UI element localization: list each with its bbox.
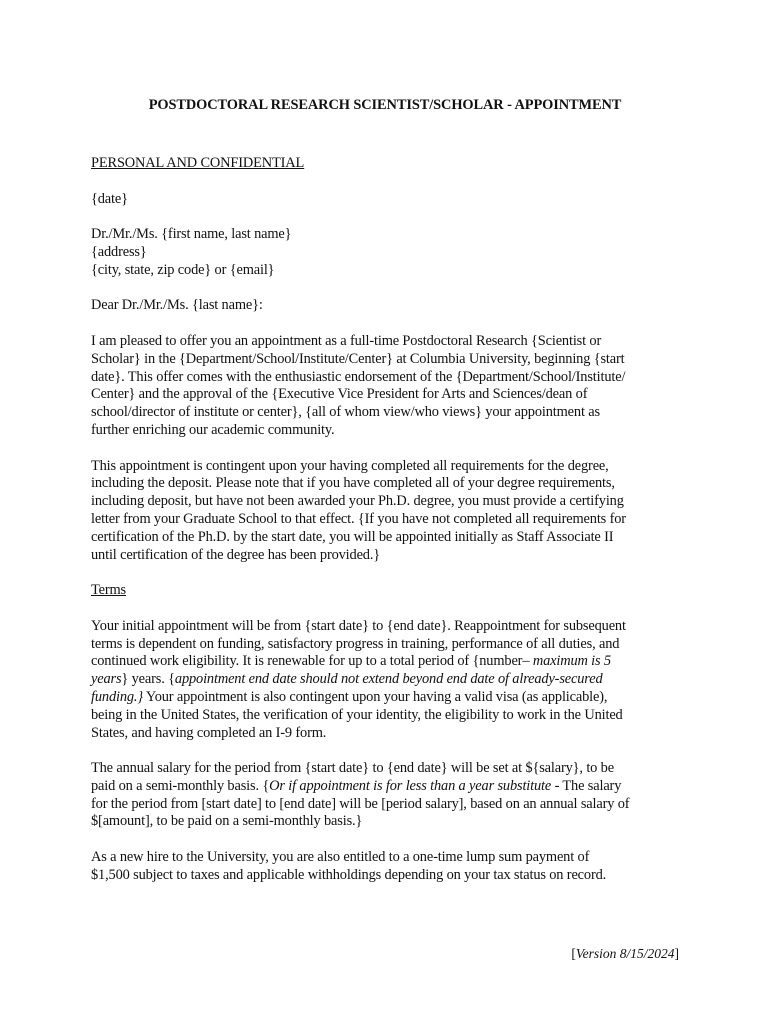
bracket-open: [ (571, 946, 576, 961)
version-label: Version 8/15/2024 (575, 946, 675, 961)
paragraph-terms (91, 618, 683, 743)
italic-run: years (91, 671, 122, 688)
address-line: {city, state, zip code} or {email} (91, 261, 275, 278)
paragraph-line (91, 778, 683, 796)
document-title: POSTDOCTORAL RESEARCH SCIENTIST/SCHOLAR - APPOINTMENT (148, 97, 622, 113)
italic-run: Or if appointment is for less than a year substitute (269, 777, 552, 794)
paragraph-offer (91, 333, 683, 440)
text-run: Your appointment is also contingent upon your having a valid visa (as applicable), (142, 688, 608, 705)
paragraph-line: I am pleased to offer you an appointment as a full-time Postdoctoral Research {Scientist or (91, 332, 602, 349)
salutation: Dear Dr./Mr./Ms. {last name}: (91, 297, 263, 314)
paragraph-line: until certification of the degree has been provided.} (91, 546, 381, 563)
letter-date: {date} (91, 190, 128, 207)
paragraph-line: As a new hire to the University, you are also entitled to a one-time lump sum payment of (91, 849, 590, 866)
paragraph-line (91, 671, 683, 689)
paragraph-line: terms is dependent on funding, satisfactory progress in training, performance of all duties, and (91, 635, 620, 652)
version-footer (571, 945, 679, 962)
bracket-close: ] (674, 946, 679, 961)
text-run: } years. { (121, 671, 175, 688)
italic-run: maximum is 5 (532, 653, 611, 670)
paragraph-line: Your initial appointment will be from {start date} to {end date}. Reappointment for subsequent (91, 617, 626, 634)
recipient-address (91, 226, 683, 279)
paragraph-contingency (91, 458, 683, 565)
paragraph-line: States, and having completed an I-9 form. (91, 724, 327, 741)
italic-run: appointment end date should not extend beyond end date of already-secured (174, 671, 603, 688)
paragraph-line (91, 689, 683, 707)
address-line: Dr./Mr./Ms. {first name, last name} (91, 226, 292, 243)
paragraph-line: being in the United States, the verification of your identity, the eligibility to work in the United (91, 706, 623, 723)
paragraph-line: Scholar} in the {Department/School/Institute/Center} at Columbia University, beginning {start (91, 350, 625, 367)
paragraph-line: including the deposit. Please note that if you have completed all of your degree requirements, (91, 475, 615, 492)
paragraph-salary (91, 760, 683, 831)
terms-label: Terms (91, 582, 127, 599)
address-line: {address} (91, 243, 147, 260)
paragraph-line: $1,500 subject to taxes and applicable withholdings depending on your tax status on record. (91, 866, 607, 883)
paragraph-line: letter from your Graduate School to that effect. {If you have not completed all requirements for (91, 510, 626, 527)
confidential-heading (91, 155, 683, 173)
paragraph-line: school/director of institute or center}, {all of whom view/who views} your appointment as (91, 404, 600, 421)
paragraph-line: date}. This offer comes with the enthusiastic endorsement of the {Department/School/Institute/ (91, 368, 626, 385)
paragraph-line: further enriching our academic community. (91, 421, 335, 438)
paragraph-line: Center} and the approval of the {Executive Vice President for Arts and Sciences/dean of (91, 386, 588, 403)
text-run: paid on a semi-monthly basis. { (91, 777, 270, 794)
paragraph-line: including deposit, but have not been awarded your Ph.D. degree, you must provide a certifying (91, 493, 624, 510)
paragraph-line: $[amount], to be paid on a semi-monthly basis.} (91, 813, 363, 830)
paragraph-lump-sum (91, 849, 683, 885)
italic-run: funding.} (91, 688, 143, 705)
paragraph-line (91, 653, 683, 671)
letter-body (91, 155, 683, 902)
paragraph-line: This appointment is contingent upon your having completed all requirements for the degree, (91, 457, 609, 474)
paragraph-line: The annual salary for the period from {start date} to {end date} will be set at ${salary}, to be (91, 760, 614, 777)
confidential-label: PERSONAL AND CONFIDENTIAL (91, 155, 305, 171)
text-run: continued work eligibility. It is renewable for up to a total period of {number– (91, 653, 533, 670)
text-run: - The salary (551, 777, 622, 794)
paragraph-line: certification of the Ph.D. by the start date, you will be appointed initially as Staff Associate II (91, 528, 614, 545)
paragraph-line: for the period from [start date] to [end date] will be [period salary], based on an annual salary of (91, 795, 630, 812)
terms-heading (91, 582, 683, 600)
